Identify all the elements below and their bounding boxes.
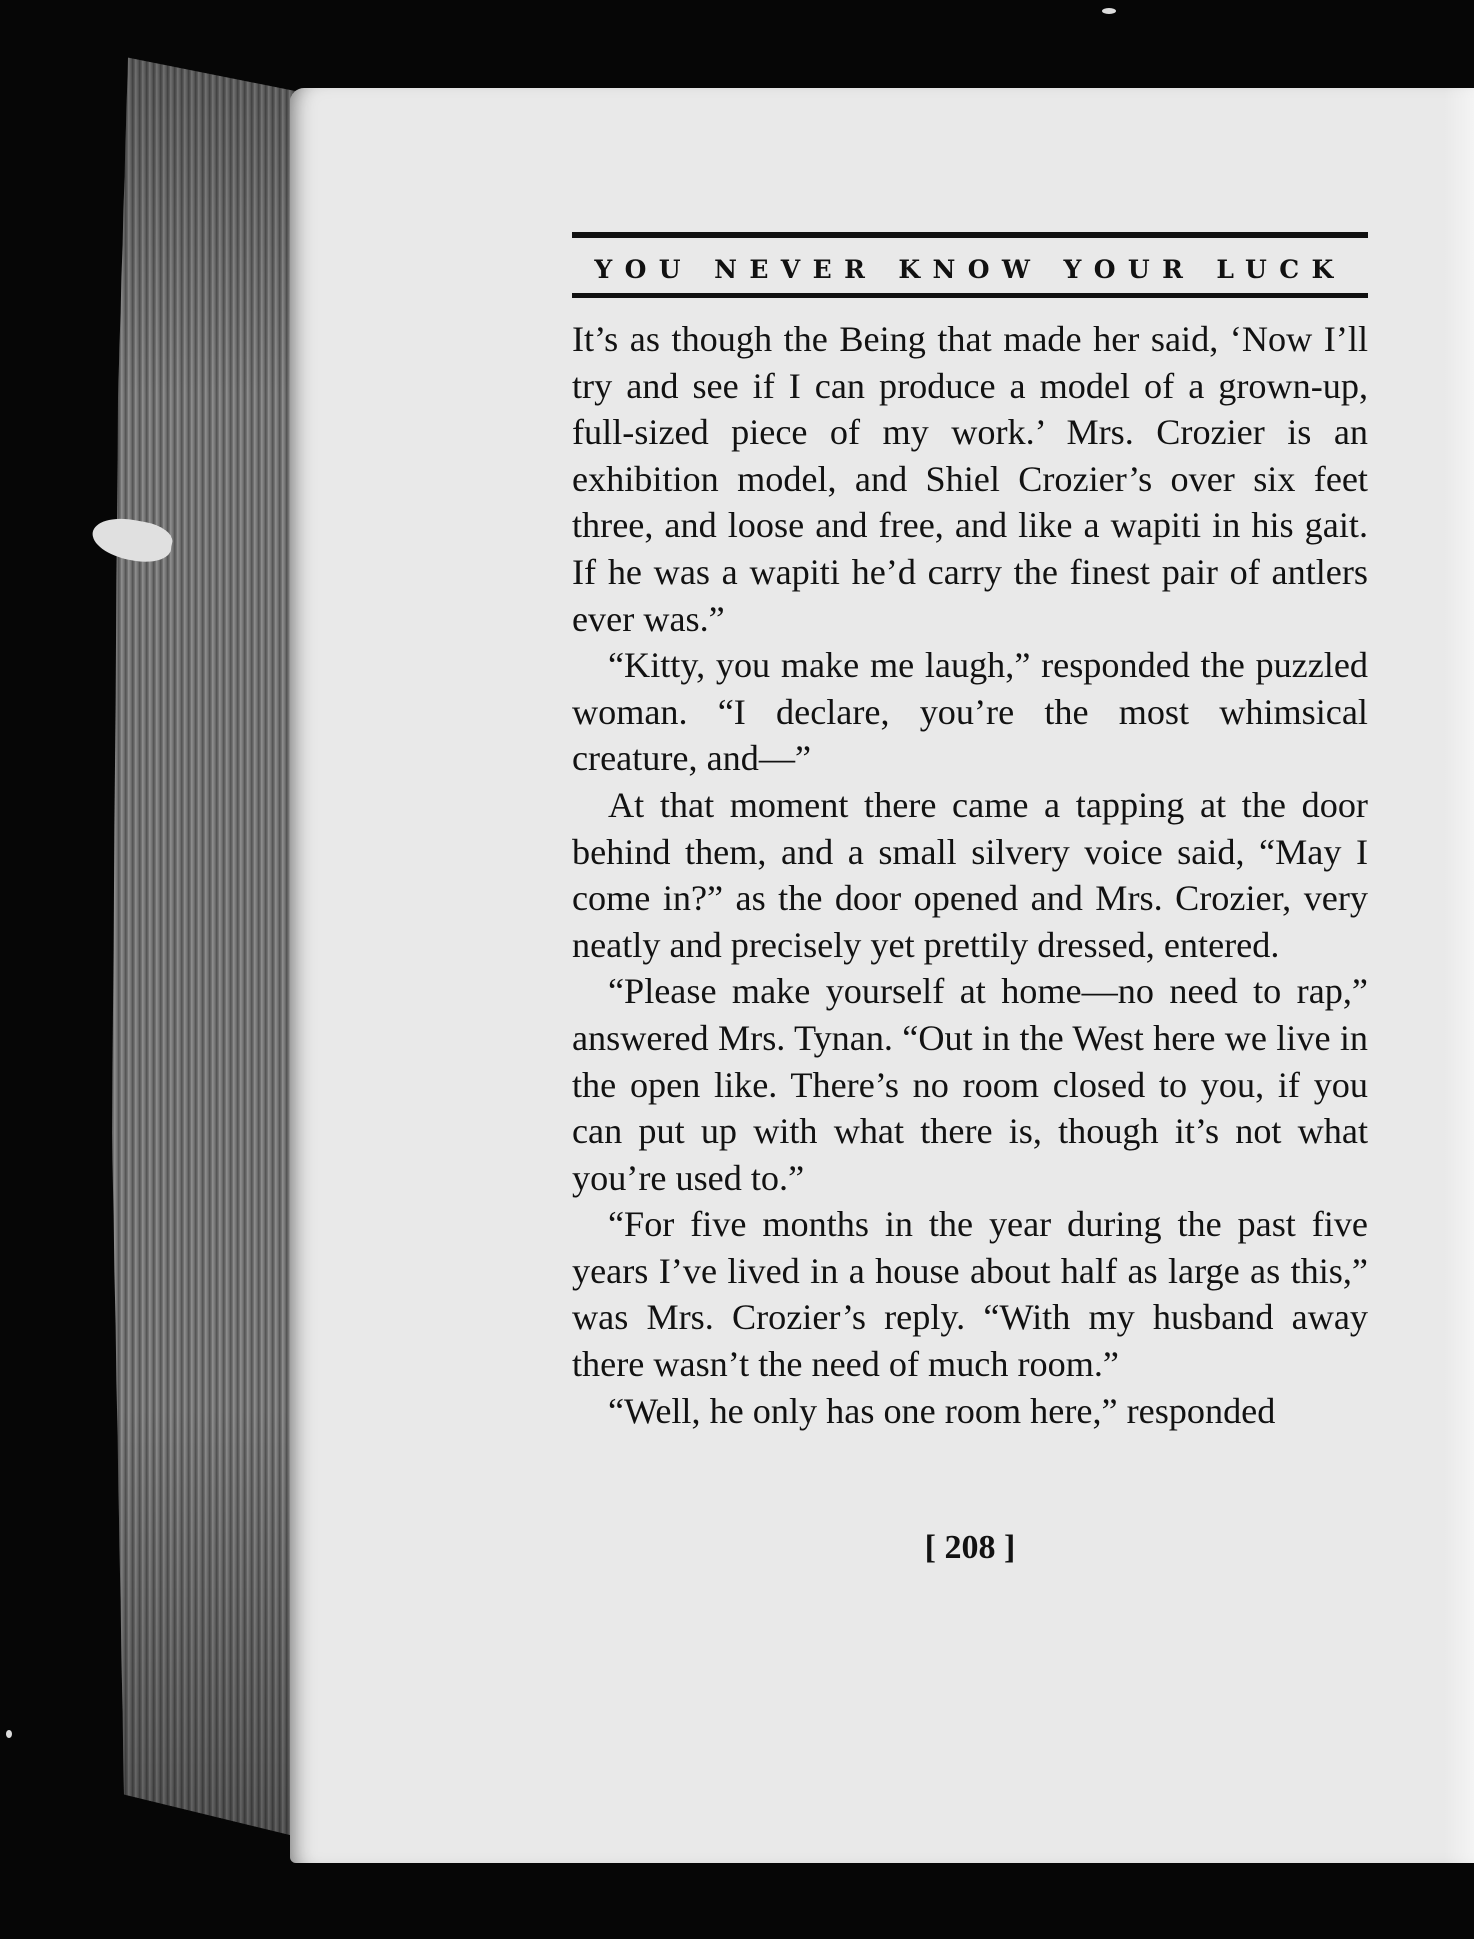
- book-page-edges: [112, 30, 312, 1868]
- paragraph: “Kitty, you make me laugh,” responded the puzzled woman. “I declare, you’re the most whimsical creature, and—”: [572, 645, 1368, 779]
- paragraph: At that moment there came a tapping at the door behind them, and a small silvery voice said, “May I come in?” as the door opened and Mrs. Crozier, very neatly and precisely yet prettily dressed, entered.: [572, 784, 1368, 965]
- running-head: YOU NEVER KNOW YOUR LUCK: [594, 255, 1346, 284]
- dust-speck: [6, 1730, 12, 1738]
- page-number: [ 208 ]: [924, 1529, 1016, 1566]
- paragraph: It’s as though the Being that made her said, ‘Now I’ll try and see if I can produce a model of a grown-up, full-sized piece of my work.’ Mrs. Crozier is an exhibition model, and Shiel Crozier’s over six feet three, and loose and free, and like a wapiti in his gait. If he was a wapiti he’d carry the finest pair of antlers ever was.”: [572, 319, 1368, 639]
- paragraph: “For five months in the year during the past five years I’ve lived in a house about half as large as this,” was Mrs. Crozier’s reply. “With my husband away there wasn’t the need of much room.”: [572, 1204, 1368, 1385]
- header-rule-top: [572, 232, 1368, 238]
- body-text: [572, 316, 1368, 1434]
- paragraph: “Well, he only has one room here,” responded: [608, 1390, 1276, 1431]
- paragraph: “Please make yourself at home—no need to rap,” answered Mrs. Tynan. “Out in the West here we live in the open like. There’s no room closed to you, if you can put up with what there is, though it’s not what you’re used to.”: [572, 971, 1368, 1198]
- dust-speck: [1102, 8, 1116, 14]
- header-rule-bottom: [572, 293, 1368, 298]
